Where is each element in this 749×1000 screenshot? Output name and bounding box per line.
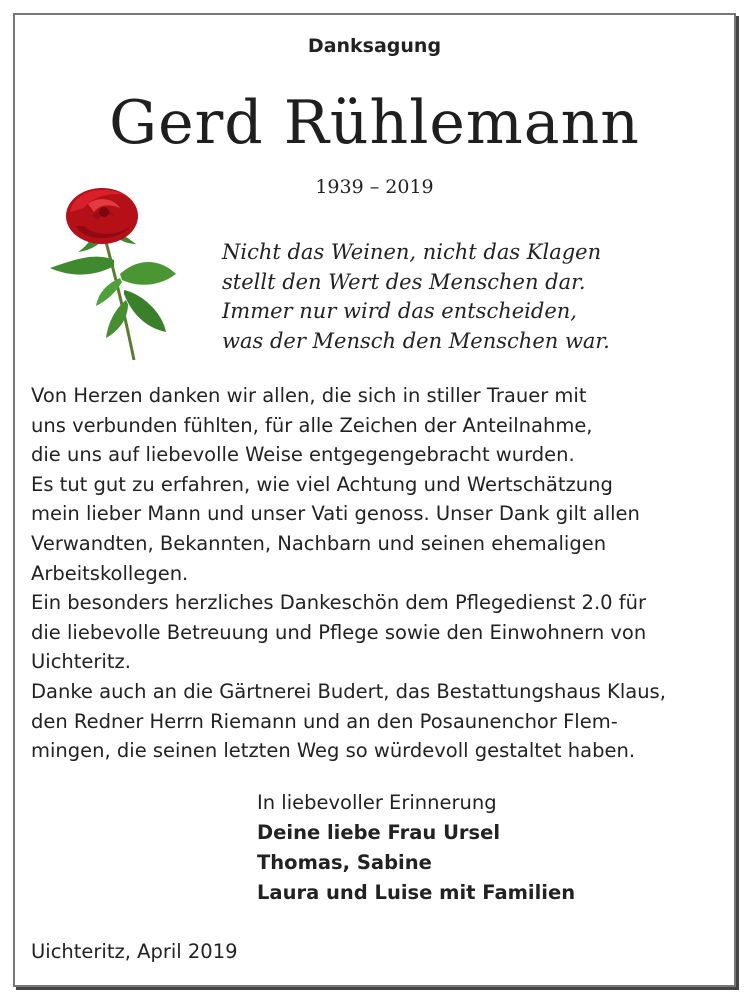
text-line: Danke auch an die Gärtnerei Budert, das Bestattungshaus Klaus, bbox=[31, 679, 666, 703]
life-dates: 1939 – 2019 bbox=[315, 176, 434, 198]
place-date: Uichteritz, April 2019 bbox=[31, 940, 238, 963]
text-line: mingen, die seinen letzten Weg so würdevoll gestaltet haben. bbox=[31, 739, 636, 763]
text-line: Ein besonders herzliches Dankeschön dem Pflegedienst 2.0 für bbox=[31, 591, 646, 615]
signoff-name: Laura und Luise mit Familien bbox=[257, 881, 576, 904]
text-line: mein lieber Mann und unser Vati genoss. Unser Dank gilt allen bbox=[31, 502, 640, 526]
signoff-intro: In liebevoller Erinnerung bbox=[257, 791, 497, 814]
rose-image bbox=[44, 182, 194, 362]
text-line: den Redner Herrn Riemann und an den Posaunenchor Flem- bbox=[31, 709, 618, 733]
poem bbox=[222, 238, 722, 356]
text-line: Von Herzen danken wir allen, die sich in stiller Trauer mit bbox=[31, 384, 587, 407]
text-line: Arbeitskollegen. bbox=[31, 561, 189, 585]
text-line: Verwandten, Bekannten, Nachbarn und seinen ehemaligen bbox=[31, 531, 607, 555]
notice-heading: Danksagung bbox=[307, 35, 442, 57]
poem-line: Immer nur wird das entscheiden, bbox=[222, 299, 577, 323]
poem-line: Nicht das Weinen, nicht das Klagen bbox=[222, 240, 602, 264]
text-line: Es tut gut zu erfahren, wie viel Achtung und Wertschätzung bbox=[31, 472, 613, 496]
signoff bbox=[257, 788, 717, 908]
signoff-name: Thomas, Sabine bbox=[257, 851, 432, 874]
thanks-text bbox=[31, 381, 731, 766]
text-line: uns verbunden fühlten, für alle Zeichen der Anteilnahme, bbox=[31, 413, 593, 437]
poem-line: stellt den Wert des Menschen dar. bbox=[222, 269, 586, 294]
poem-line: was der Mensch den Menschen war. bbox=[222, 328, 610, 353]
deceased-name: Gerd Rühlemann bbox=[109, 88, 640, 158]
text-line: die liebevolle Betreuung und Pflege sowie den Einwohnern von bbox=[31, 620, 647, 644]
text-line: die uns auf liebevolle Weise entgegengebracht wurden. bbox=[31, 443, 575, 467]
signoff-name: Deine liebe Frau Ursel bbox=[257, 821, 501, 844]
text-line: Uichteritz. bbox=[31, 650, 131, 674]
